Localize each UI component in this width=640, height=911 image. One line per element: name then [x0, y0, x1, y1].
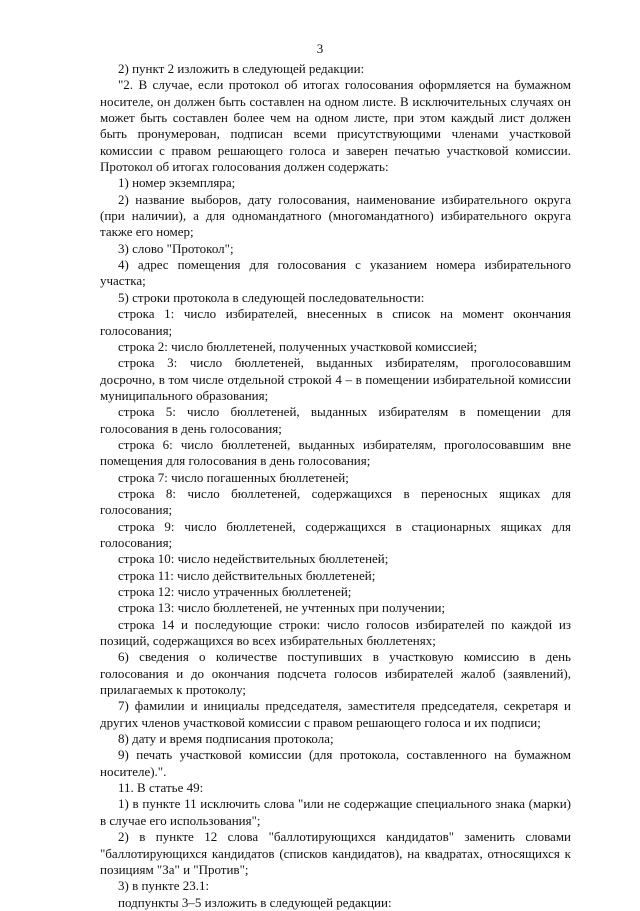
paragraph: 5) строки протокола в следующей последовательности:: [118, 289, 425, 305]
paragraph: 3) слово "Протокол";: [118, 240, 234, 256]
paragraph: 1) номер экземпляра;: [118, 175, 236, 191]
paragraph: 6) сведения о количестве поступивших в участковую комиссию в день голосования и до окончания подсчета голосов избирателей жалоб (заявлений), прилагаемых к протоколу;: [100, 649, 571, 698]
paragraph: 2) в пункте 12 слова "баллотирующихся кандидатов" заменить словами "баллотирующихся кандидатов (списков кандидатов), на квадратах, относящихся к позициям "За" и "Против";: [100, 829, 571, 877]
paragraph: строка 8: число бюллетеней, содержащихся в переносных ящиках для голосования;: [100, 485, 571, 518]
paragraph: строка 11: число действительных бюллетеней;: [118, 567, 376, 583]
paragraph: строка 12: число утраченных бюллетеней;: [118, 584, 352, 599]
paragraph: 8) дату и время подписания протокола;: [118, 731, 334, 747]
paragraph: подпункты 3–5 изложить в следующей редакции:: [118, 894, 392, 910]
paragraph: 7) фамилии и инициалы председателя, заместителя председателя, секретаря и других членов участковой комиссии с правом решающего голоса и их подписи;: [100, 698, 571, 730]
paragraph: строка 9: число бюллетеней, содержащихся в стационарных ящиках для голосования;: [100, 518, 571, 550]
paragraph: 11. В статье 49:: [118, 780, 204, 796]
paragraph: строка 10: число недействительных бюллетеней;: [118, 551, 389, 567]
paragraph: "2. В случае, если протокол об итогах голосования оформляется на бумажном носителе, он должен быть составлен на одном листе. В исключительных случаях он может быть составлен более чем на одном листе, при этом каждый лист должен быть пронумерован, подписан всеми присутствующими членами участковой комиссии с правом решающего голоса и заверен печатью участковой комиссии. Протокол об итогах голосования должен содержать:: [100, 77, 571, 175]
paragraph: 1) в пункте 11 исключить слова "или не содержащие специального знака (марки) в случае его использования";: [100, 796, 571, 828]
paragraph: строка 7: число погашенных бюллетеней;: [118, 469, 349, 485]
paragraph: 2) название выборов, дату голосования, наименование избирательного округа (при наличии), а для одномандатного (многомандатного) избирательного округа также его номер;: [100, 191, 571, 240]
paragraph: строка 2: число бюллетеней, полученных участковой комиссией;: [118, 338, 478, 354]
paragraph: 9) печать участковой комиссии (для протокола, составленного на бумажном носителе).".: [100, 747, 571, 779]
paragraph: строка 13: число бюллетеней, не учтенных при получении;: [118, 600, 446, 616]
paragraph: строка 6: число бюллетеней, выданных избирателям, проголосовавшим вне помещения для голосования в день голосования;: [100, 436, 571, 469]
paragraph: строка 14 и последующие строки: число голосов избирателей по каждой из позиций, содержащихся во всех избирательных бюллетенях;: [100, 616, 571, 649]
paragraph: строка 1: число избирателей, внесенных в список на момент окончания голосования;: [100, 306, 571, 338]
paragraph: строка 3: число бюллетеней, выданных избирателям, проголосовавшим досрочно, в том числе отдельной строкой 4 – в помещении избирательной комиссии муниципального образования;: [100, 355, 571, 403]
paragraph: 2) пункт 2 изложить в следующей редакции:: [118, 61, 365, 76]
paragraph: 3) в пункте 23.1:: [118, 878, 210, 894]
paragraph: строка 5: число бюллетеней, выданных избирателям в помещении для голосования в день голосования;: [100, 404, 571, 436]
document-body: [100, 61, 571, 911]
paragraph: 4) адрес помещения для голосования с указанием номера избирательного участка;: [100, 257, 571, 289]
page-number: 3: [316, 41, 324, 56]
